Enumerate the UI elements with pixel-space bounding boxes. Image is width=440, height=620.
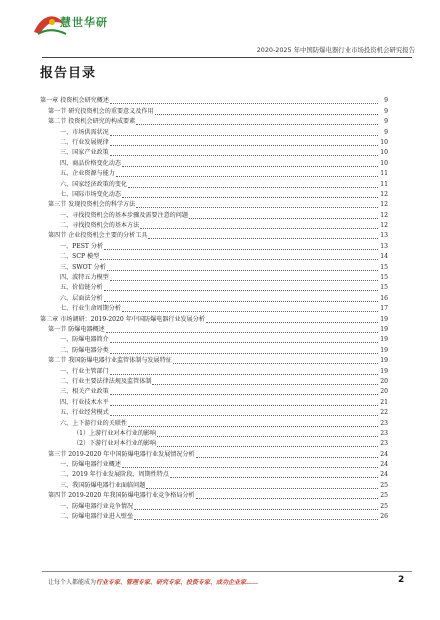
toc-leader-dots (173, 363, 378, 364)
toc-entry-label: 一、PEST 分析 (60, 242, 104, 250)
toc-entry-page: 9 (384, 97, 388, 105)
toc-leader-dots (136, 207, 378, 208)
toc-leader-dots (134, 509, 378, 510)
toc-entry[interactable] (40, 470, 388, 480)
toc-entry-page: 25 (380, 481, 388, 489)
toc-entry-page: 12 (380, 211, 388, 219)
toc-entry-page: 15 (380, 274, 388, 282)
logo-text: 慧世华研 (60, 16, 108, 29)
toc-entry-page: 11 (380, 180, 388, 188)
toc-entry[interactable] (40, 460, 388, 470)
toc-entry-label: 第四节 2019-2020 年我国防爆电器行业竞争格局分析 (48, 492, 195, 500)
toc-entry[interactable] (40, 314, 388, 324)
toc-leader-dots (110, 280, 378, 281)
toc-entry-label: 第二节 我国防爆电器行业监管体制与发展特征 (48, 357, 172, 365)
toc-entry-page: 14 (380, 253, 388, 261)
toc-entry[interactable] (40, 439, 388, 449)
toc-entry[interactable] (40, 127, 388, 137)
toc-entry-label: 三、国家产业政策 (60, 149, 109, 157)
toc-entry-label: 二、行业主要法律法规及监管体制 (60, 377, 152, 385)
toc-entry[interactable] (40, 273, 388, 283)
toc-entry-page: 24 (380, 450, 388, 458)
toc-entry-page: 20 (380, 388, 388, 396)
toc-entry[interactable] (40, 221, 388, 231)
toc-entry-label: 第二章 市场调研：2019-2020 年中国防爆电器行业发展分析 (40, 315, 205, 323)
toc-entry-page: 9 (384, 107, 388, 115)
toc-entry-label: 一、防爆电器行业概述 (60, 461, 121, 469)
toc-entry-label: 五、行业经营模式 (60, 409, 109, 417)
toc-entry[interactable] (40, 418, 388, 428)
toc-entry-page: 13 (380, 242, 388, 250)
toc-entry[interactable] (40, 429, 388, 439)
toc-entry-label: 第一节 研究投资机会的重要意义及作用 (48, 107, 154, 115)
toc-entry-page: 19 (380, 346, 388, 354)
toc-entry-label: 一、行业主管部门 (60, 367, 109, 375)
toc-entry-label: 一、寻找投资机会的基本步骤及需要注意的问题 (60, 211, 188, 219)
toc-entry-page: 23 (380, 419, 388, 427)
toc-entry-label: 第三节 2019-2020 年中国防爆电器行业发展情况分析 (48, 450, 195, 458)
toc-entry-label: 三、我国防爆电器行业面临问题 (60, 481, 146, 489)
toc-leader-dots (140, 228, 378, 229)
toc-entry-page: 23 (380, 429, 388, 437)
toc-entry-label: （1）上游行业对本行业的影响 (73, 429, 157, 437)
toc-leader-dots (110, 145, 378, 146)
toc-leader-dots (206, 322, 378, 323)
toc-entry-page: 25 (380, 492, 388, 500)
toc-entry-page: 20 (380, 377, 388, 385)
toc-entry-label: 六、上下游行业的关联性 (60, 419, 128, 427)
toc-leader-dots (136, 124, 378, 125)
toc-entry-label: 第一章 投资机会研究概述 (40, 97, 109, 105)
toc-leader-dots (155, 114, 378, 115)
footer-slogan (48, 577, 258, 586)
toc-entry-page: 15 (380, 284, 388, 292)
toc-entry-page: 19 (380, 336, 388, 344)
toc-entry-page: 19 (380, 315, 388, 323)
toc-entry-label: 二、防爆电器分类 (60, 346, 109, 354)
toc-entry[interactable] (40, 138, 388, 148)
toc-entry[interactable] (40, 501, 388, 511)
toc-leader-dots (110, 394, 378, 395)
toc-entry-label: 一、市场供需状况 (60, 128, 109, 136)
toc-entry[interactable] (40, 512, 388, 522)
toc-entry-page: 23 (380, 440, 388, 448)
toc-leader-dots (152, 384, 378, 385)
toc-entry-label: 一、防爆电器简介 (60, 336, 109, 344)
toc-entry-page: 24 (380, 471, 388, 479)
toc-entry-label: 第二节 投资机会研究的构成要素 (48, 118, 136, 126)
toc-entry-page: 10 (380, 138, 388, 146)
toc-entry-page: 21 (380, 398, 388, 406)
toc-entry[interactable] (40, 241, 388, 251)
toc-entry[interactable] (40, 106, 388, 116)
toc-entry-label: 第三节 发现投资机会的科学方法 (48, 201, 136, 209)
toc-entry[interactable] (40, 179, 388, 189)
toc-leader-dots (157, 446, 378, 447)
toc-entry[interactable] (40, 345, 388, 355)
toc-entry[interactable] (40, 190, 388, 200)
toc-entry[interactable] (40, 304, 388, 314)
header-divider (42, 57, 412, 58)
toc-entry-label: 四、商品价格变化动态 (60, 159, 121, 167)
toc-entry-label: 二、防爆电器行业进入壁垒 (60, 513, 134, 521)
toc-entry-page: 26 (380, 513, 388, 521)
toc-entry[interactable] (40, 262, 388, 272)
footer-divider (42, 571, 412, 572)
toc-entry-label: 一、防爆电器行业竞争情况 (60, 502, 134, 510)
toc-entry[interactable] (40, 366, 388, 376)
toc-leader-dots (106, 332, 378, 333)
footer-slogan-prefix: 让每个人都能成为 (48, 579, 97, 586)
toc-entry[interactable] (40, 283, 388, 293)
page-header (0, 0, 440, 60)
toc-leader-dots (122, 166, 378, 167)
toc-leader-dots (170, 477, 378, 478)
toc-entry-label: 七、国际市场变化动态 (60, 190, 121, 198)
toc-heading: 报告目录 (40, 66, 97, 81)
toc-leader-dots (110, 374, 378, 375)
toc-leader-dots (146, 488, 378, 489)
toc-leader-dots (104, 249, 378, 250)
toc-leader-dots (189, 218, 378, 219)
toc-entry[interactable] (40, 377, 388, 387)
toc-entry[interactable] (40, 158, 388, 168)
toc-entry[interactable] (40, 210, 388, 220)
toc-entry[interactable] (40, 148, 388, 158)
toc-leader-dots (107, 270, 378, 271)
toc-entry-page: 19 (380, 357, 388, 365)
footer-slogan-highlight: 行业专家、管理专家、研究专家、投资专家、成功企业家…… (96, 579, 259, 586)
toc-entry-page: 13 (380, 232, 388, 240)
toc-entry-label: 二、2019 年行业发展阶段、周期性特点 (60, 471, 169, 479)
toc-leader-dots (110, 155, 378, 156)
toc-entry-label: 七、行业生命周期分析 (60, 305, 121, 313)
toc-leader-dots (110, 415, 378, 416)
toc-entry[interactable] (40, 335, 388, 345)
toc-entry-label: 四、波特五力模型 (60, 274, 109, 282)
report-title: 2020-2025 年中国防爆电器行业市场投资机会研究报告 (256, 46, 415, 54)
toc-entry-page: 24 (380, 461, 388, 469)
toc-entry-label: 三、SWOT 分析 (60, 263, 106, 271)
toc-leader-dots (196, 457, 378, 458)
toc-leader-dots (110, 342, 378, 343)
toc-leader-dots (100, 259, 378, 260)
toc-entry-label: 六、国家经济政策的变化 (60, 180, 128, 188)
toc-entry-page: 10 (380, 149, 388, 157)
toc-entry-page: 12 (380, 190, 388, 198)
toc-entry[interactable] (40, 408, 388, 418)
toc-leader-dots (104, 290, 378, 291)
toc-entry-page: 17 (380, 305, 388, 313)
toc-entry[interactable] (40, 325, 388, 335)
toc-entry-label: （2）下游行业对本行业的影响 (73, 440, 157, 448)
toc-entry[interactable] (40, 491, 388, 501)
toc-entry-page: 15 (380, 263, 388, 271)
toc-entry-page: 9 (384, 128, 388, 136)
toc-entry[interactable] (40, 387, 388, 397)
toc-entry-label: 第四节 企业投资机会主要的分析工具 (48, 232, 148, 240)
toc-leader-dots (128, 426, 378, 427)
toc-entry-page: 25 (380, 502, 388, 510)
toc-leader-dots (116, 176, 378, 177)
toc-leader-dots (122, 311, 378, 312)
toc-entry-page: 19 (380, 367, 388, 375)
toc-entry-label: 二、寻找投资机会的基本方法 (60, 222, 140, 230)
toc-leader-dots (148, 238, 378, 239)
toc-leader-dots (128, 187, 378, 188)
toc-leader-dots (110, 103, 378, 104)
toc-entry[interactable] (40, 293, 388, 303)
toc-leader-dots (104, 301, 378, 302)
page-number: 2 (398, 575, 405, 585)
toc-entry[interactable] (40, 480, 388, 490)
toc-leader-dots (134, 519, 378, 520)
toc-leader-dots (110, 353, 378, 354)
toc-entry[interactable] (40, 117, 388, 127)
toc-entry-label: 五、价值链分析 (60, 284, 103, 292)
toc-entry-page: 11 (380, 170, 388, 178)
toc-entry[interactable] (40, 169, 388, 179)
toc-leader-dots (110, 405, 378, 406)
toc-entry-page: 12 (380, 222, 388, 230)
toc-entry[interactable] (40, 200, 388, 210)
toc-leader-dots (196, 498, 378, 499)
toc-entry[interactable] (40, 449, 388, 459)
toc-entry-page: 16 (380, 294, 388, 302)
toc-entry-label: 第一节 防爆电器概述 (48, 325, 105, 333)
toc-leader-dots (157, 436, 378, 437)
toc-entry[interactable] (40, 96, 388, 106)
toc-entry[interactable] (40, 252, 388, 262)
toc-entry-page: 19 (380, 325, 388, 333)
toc-entry-label: 二、行业发展规律 (60, 138, 109, 146)
toc-entry-page: 12 (380, 201, 388, 209)
toc-entry-page: 22 (380, 409, 388, 417)
toc-leader-dots (122, 197, 378, 198)
toc-entry-label: 二、SCP 模型 (60, 253, 100, 261)
toc-leader-dots (110, 135, 378, 136)
toc-entry-label: 四、行业技术水平 (60, 398, 109, 406)
toc-entry-label: 五、企业资源与能力 (60, 170, 115, 178)
toc-entry-label: 六、层面法分析 (60, 294, 103, 302)
toc-entry[interactable] (40, 397, 388, 407)
toc-entry-page: 9 (384, 118, 388, 126)
toc-entry-page: 10 (380, 159, 388, 167)
toc-entry[interactable] (40, 356, 388, 366)
toc-leader-dots (122, 467, 378, 468)
toc-entry[interactable] (40, 231, 388, 241)
table-of-contents (40, 96, 388, 522)
toc-entry-label: 三、相关产业政策 (60, 388, 109, 396)
